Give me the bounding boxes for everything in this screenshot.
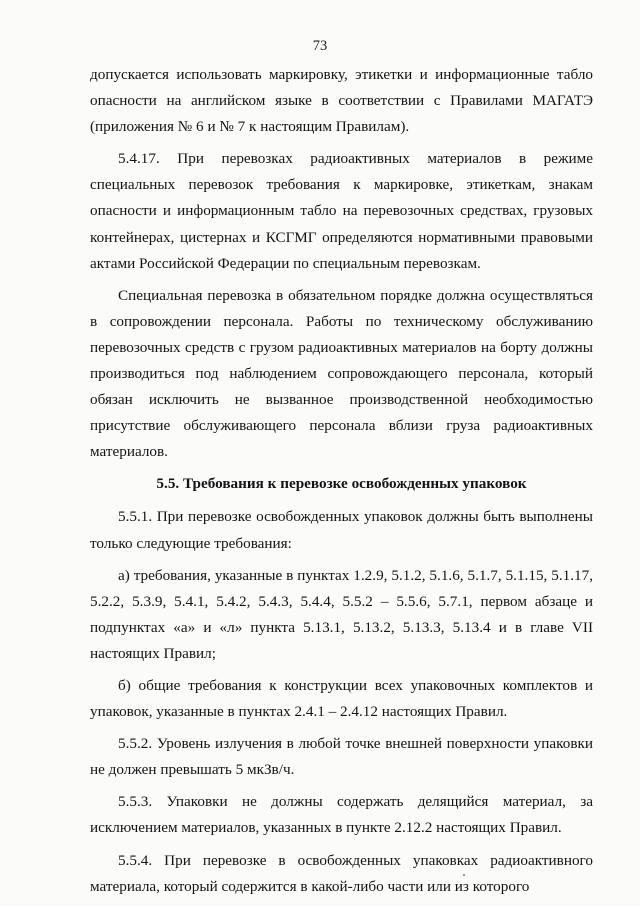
- scan-speck: [463, 874, 465, 876]
- page-number: 73: [312, 38, 328, 54]
- paragraph-5-5-3: 5.5.3. Упаковки не должны содержать делящийся материал, за исключением материалов, указанных в пункте 2.12.2 настоящих Правил.: [90, 793, 593, 837]
- section-heading: 5.5. Требования к перевозке освобожденных упаковок: [156, 475, 527, 493]
- paragraph-item-a: а) требования, указанные в пунктах 1.2.9, 5.1.2, 5.1.6, 5.1.7, 5.1.15, 5.1.17, 5.2.2, 5.3.9, 5.4.1, 5.4.2, 5.4.3, 5.4.4, 5.5.2 – 5.5.6, 5.7.1, первом абзаце и подпунктах «а» и «л» пункта 5.13.1, 5.13.2, 5.13.3, 5.13.4 и в главе VII настоящих Правил;: [90, 566, 593, 662]
- paragraph-5-5-1: 5.5.1. При перевозке освобожденных упаковок должны быть выполнены только следующие требования:: [90, 508, 593, 552]
- document-body: [90, 62, 593, 906]
- paragraph-continuation: допускается использовать маркировку, этикетки и информационные табло опасности на английском языке в соответствии с Правилами МАГАТЭ (приложения № 6 и № 7 к настоящим Правилам).: [90, 66, 593, 136]
- paragraph-5-5-2: 5.5.2. Уровень излучения в любой точке внешней поверхности упаковки не должен превышать 5 мкЗв/ч.: [90, 735, 593, 779]
- paragraph-5-4-17: 5.4.17. При перевозках радиоактивных материалов в режиме специальных перевозок требования к маркировке, этикеткам, знакам опасности и информационным табло на перевозочных средствах, грузовых контейнерах, цистернах и КСГМГ определяются нормативными правовыми актами Российской Федерации по специальным перевозкам.: [90, 150, 593, 272]
- paragraph-5-5-4: 5.5.4. При перевозке в освобожденных упаковках радиоактивного материала, который содержится в какой-либо части или из которого: [90, 851, 593, 895]
- paragraph-special-transport: Специальная перевозка в обязательном порядке должна осуществляться в сопровождении персонала. Работы по техническому обслуживанию перевозочных средств с грузом радиоактивных материалов на борту должны производиться под наблюдением сопровождающего персонала, который обязан исключить не вызванное производственной необходимостью присутствие обслуживающего персонала вблизи груза радиоактивных материалов.: [90, 286, 593, 461]
- paragraph-item-b: б) общие требования к конструкции всех упаковочных комплектов и упаковок, указанные в пунктах 2.4.1 – 2.4.12 настоящих Правил.: [90, 676, 593, 721]
